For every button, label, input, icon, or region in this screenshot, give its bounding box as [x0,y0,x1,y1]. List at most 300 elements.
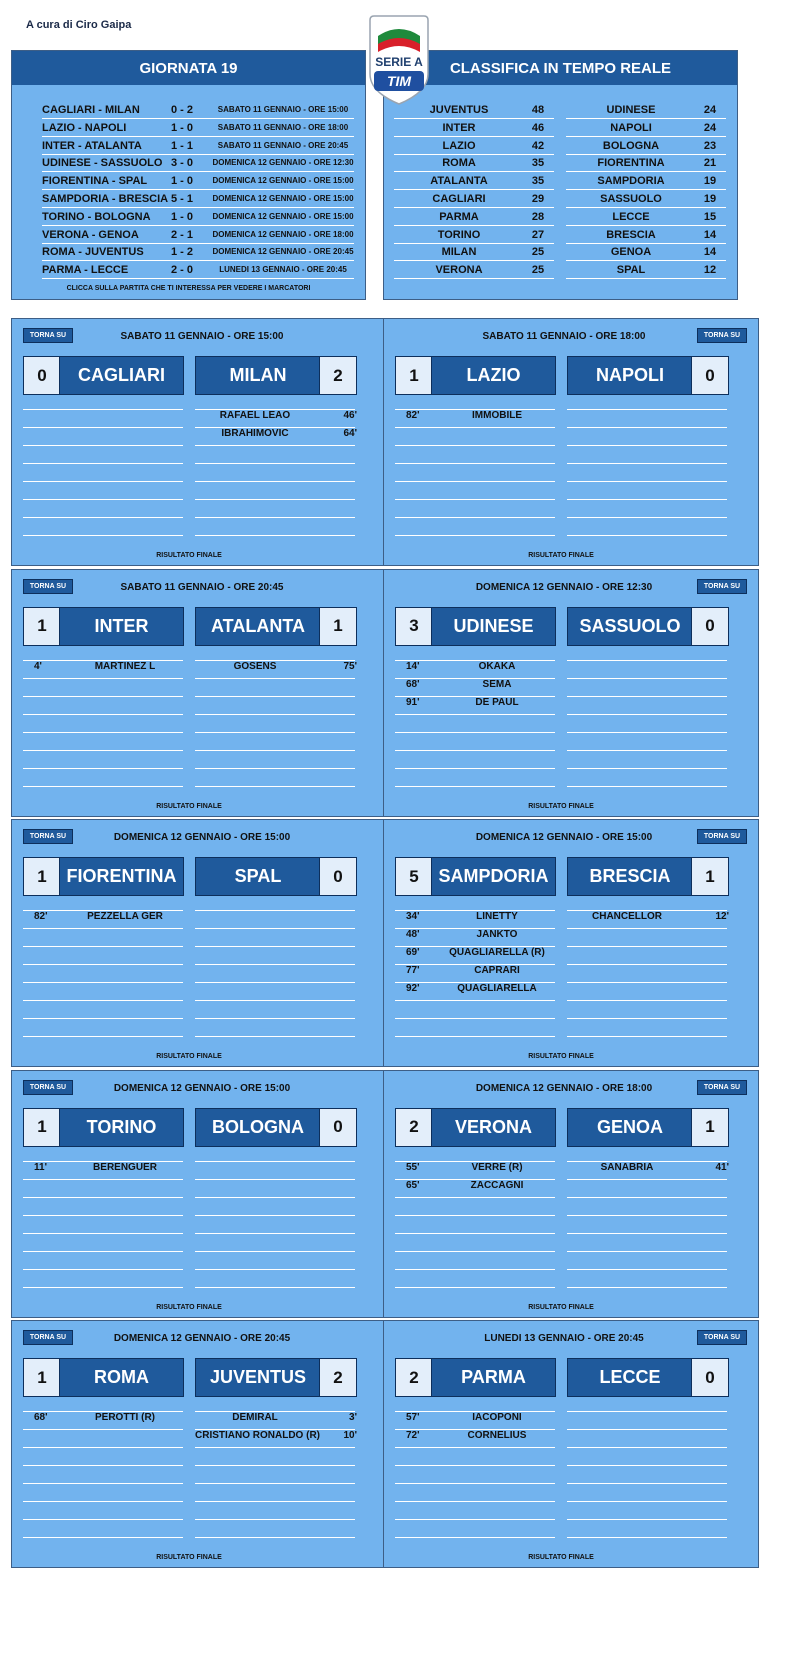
scorer-line [195,1501,355,1502]
home-goal-minute: 68' [406,678,420,690]
standing-divider [394,207,554,208]
match-date: DOMENICA 12 GENNAIO - ORE 15:00 [113,1082,291,1094]
home-goal-scorer: LINETTY [476,911,518,922]
away-score: 0 [691,607,729,646]
home-goal-minute: 92' [406,983,420,994]
fixture-date: LUNEDI 13 GENNAIO - ORE 20:45 [219,265,347,275]
home-goal-minute: 68' [34,1412,48,1423]
standing-points: 27 [531,228,545,241]
home-goal-scorer: PEZZELLA GER [87,911,163,922]
standing-team: GENOA [610,246,652,259]
home-team: INTER [59,607,184,646]
home-goal-scorer: QUAGLIARELLA (R) [449,947,545,958]
away-score: 0 [319,857,357,896]
standing-team: NAPOLI [610,121,652,134]
scorer-line [567,1447,727,1448]
standing-points: 46 [531,121,545,134]
home-goal-scorer: CAPRARI [474,965,520,976]
standing-points: 24 [703,121,717,134]
home-goal-scorer: IACOPONI [472,1412,522,1423]
scorer-line [195,1447,355,1448]
scorer-line [23,1287,183,1288]
home-goal-scorer: MARTINEZ L [94,660,156,672]
home-team: ROMA [59,1358,184,1397]
home-team: CAGLIARI [59,356,184,395]
torna-su-button[interactable]: TORNA SU [697,579,747,594]
scorer-line [23,409,183,410]
scorer-line [195,481,355,482]
home-score: 1 [23,1108,61,1147]
fixture-divider [42,136,354,137]
standing-divider [394,154,554,155]
home-team: TORINO [59,1108,184,1147]
standing-points: 23 [703,139,717,152]
scorer-line [395,732,555,733]
scorer-line [567,1215,727,1216]
standing-divider [566,189,726,190]
home-goal-minute: 91' [406,696,420,708]
scorer-line [395,750,555,751]
away-goal-scorer: SANABRIA [600,1161,654,1173]
match-card [11,1320,387,1568]
scorer-line [23,1000,183,1001]
standing-divider [394,118,554,119]
home-goal-scorer: PEROTTI (R) [95,1412,155,1423]
match-card [383,318,759,566]
fixture-teams[interactable]: UDINESE - SASSUOLO [42,157,163,170]
final-result-label: RISULTATO FINALE [156,552,222,559]
scorer-line [395,535,555,536]
away-goal-scorer: CHANCELLOR [592,911,662,922]
scorer-line [395,1000,555,1001]
torna-su-button[interactable]: TORNA SU [23,1330,73,1345]
fixture-date: DOMENICA 12 GENNAIO - ORE 18:00 [212,229,354,239]
scorer-line [23,517,183,518]
scorer-line [23,1018,183,1019]
fixture-score: 5 - 1 [170,193,193,205]
scorer-line [395,786,555,787]
scorer-line [567,928,727,929]
home-goal-scorer: DE PAUL [475,696,519,708]
scorer-line [395,499,555,500]
scorer-line [195,1465,355,1466]
scorer-line [395,1197,555,1198]
torna-su-button[interactable]: TORNA SU [23,328,73,343]
home-team: VERONA [431,1108,556,1147]
final-result-label: RISULTATO FINALE [156,1554,222,1561]
scorer-line [395,1483,555,1484]
standing-points: 12 [703,264,717,277]
scorer-line [567,1483,727,1484]
away-team: SASSUOLO [567,607,693,646]
standing-divider [394,136,554,137]
match-card [383,1320,759,1568]
scorer-line [23,786,183,787]
scorer-line [567,660,727,661]
fixture-date: DOMENICA 12 GENNAIO - ORE 20:45 [212,247,354,257]
home-goal-scorer: JANKTO [476,929,518,940]
match-date: DOMENICA 12 GENNAIO - ORE 12:30 [475,581,653,593]
scorer-line [395,1501,555,1502]
fixture-divider [42,278,354,279]
scorer-line [195,786,355,787]
final-result-label: RISULTATO FINALE [156,1303,222,1311]
standing-divider [566,136,726,137]
away-goal-minute: 75' [343,660,357,672]
away-team: MILAN [195,356,321,395]
away-score: 1 [319,607,357,646]
scorer-line [195,928,355,929]
scorer-line [195,1269,355,1270]
standing-team: SPAL [616,264,646,277]
home-score: 2 [395,1358,433,1397]
away-team: NAPOLI [567,356,693,395]
scorer-line [395,1215,555,1216]
fixtures-title: GIORNATA 19 [12,51,365,85]
scorer-line [395,1036,555,1037]
home-goal-scorer: ZACCAGNI [470,1179,524,1191]
scorer-line [567,946,727,947]
fixture-score: 1 - 0 [170,175,193,188]
home-goal-minute: 77' [406,965,420,976]
away-goal-minute: 12' [715,911,729,922]
standing-team: BRESCIA [606,228,656,241]
scorer-line [23,768,183,769]
standing-points: 35 [531,157,545,170]
scorer-line [567,1411,727,1412]
standing-points: 35 [531,175,545,188]
scorer-line [23,1215,183,1216]
standing-team: VERONA [435,264,483,277]
away-score: 2 [319,356,357,395]
scorer-line [395,517,555,518]
scorer-line [395,1269,555,1270]
home-score: 3 [395,607,433,646]
home-score: 2 [395,1108,433,1147]
standing-team: MILAN [441,246,477,259]
logo-serie-a-text: SERIE A [375,55,423,69]
fixture-date: DOMENICA 12 GENNAIO - ORE 12:30 [212,158,354,168]
away-score: 0 [691,356,729,395]
torna-su-button[interactable]: TORNA SU [23,579,73,594]
fixture-divider [42,260,354,261]
scorer-line [567,535,727,536]
scorer-line [567,1429,727,1430]
fixture-date: DOMENICA 12 GENNAIO - ORE 15:00 [212,194,354,203]
match-card [383,819,759,1067]
scorer-line [23,1197,183,1198]
standing-team: FIORENTINA [597,157,665,170]
away-goal-minute: 10' [343,1430,357,1441]
scorer-line [395,1251,555,1252]
fixture-teams[interactable]: INTER - ATALANTA [42,139,142,152]
scorer-line [567,427,727,428]
fixture-teams[interactable]: ROMA - JUVENTUS [42,246,144,259]
match-card [11,318,387,566]
standing-points: 42 [531,139,545,152]
standing-team: UDINESE [606,104,656,116]
away-team: SPAL [195,857,321,896]
standing-team: LECCE [612,210,650,223]
fixture-teams[interactable]: FIORENTINA - SPAL [42,175,148,188]
standing-divider [394,260,554,261]
away-goal-scorer: RAFAEL LEAO [219,410,291,421]
home-goal-minute: 82' [34,911,48,922]
match-date: DOMENICA 12 GENNAIO - ORE 15:00 [475,832,653,843]
scorer-line [195,678,355,679]
scorer-line [567,445,727,446]
standing-points: 21 [703,157,717,170]
fixture-divider [42,225,354,226]
scorer-line [567,1197,727,1198]
serie-a-tim-logo [364,14,434,106]
standing-points: 48 [531,104,545,116]
fixture-divider [42,243,354,244]
credit-text: A cura di Ciro Gaipa [26,19,132,31]
scorer-line [23,427,183,428]
standing-points: 19 [703,175,717,188]
home-score: 1 [23,607,61,646]
scorer-line [395,1018,555,1019]
scorer-line [567,1000,727,1001]
scorer-line [23,732,183,733]
fixture-score: 0 - 2 [170,104,193,116]
away-team: BRESCIA [567,857,693,896]
home-goal-scorer: OKAKA [478,660,516,672]
standing-team: ATALANTA [430,175,488,188]
home-goal-minute: 55' [406,1161,420,1173]
away-goal-minute: 64' [343,428,357,439]
away-goal-scorer: DEMIRAL [232,1412,278,1423]
scorer-line [567,1465,727,1466]
fixture-teams[interactable]: CAGLIARI - MILAN [42,104,140,116]
standing-points: 14 [703,228,717,241]
home-score: 1 [23,857,61,896]
scorer-line [23,1465,183,1466]
match-date: SABATO 11 GENNAIO - ORE 18:00 [482,331,646,342]
scorer-line [395,1233,555,1234]
fixture-score: 2 - 1 [170,228,193,241]
match-card [11,569,387,817]
home-score: 1 [395,356,433,395]
fixture-score: 1 - 0 [170,210,193,223]
standings-title: CLASSIFICA IN TEMPO REALE [384,51,737,85]
scorer-line [195,1197,355,1198]
scorer-line [395,1447,555,1448]
away-goal-scorer: GOSENS [233,660,277,672]
fixtures-note: CLICCA SULLA PARTITA CHE TI INTERESSA PER VEDERE I MARCATORI [66,285,311,292]
standing-points: 28 [531,210,545,223]
scorer-line [23,1251,183,1252]
torna-su-button[interactable]: TORNA SU [23,1080,73,1095]
standing-divider [566,207,726,208]
scorer-line [195,1519,355,1520]
final-result-label: RISULTATO FINALE [528,802,594,810]
fixture-row[interactable] [12,51,365,299]
scorer-line [23,1429,183,1430]
scorer-line [195,1483,355,1484]
away-score: 1 [691,1108,729,1147]
scorer-line [195,1287,355,1288]
final-result-label: RISULTATO FINALE [156,802,222,810]
scorer-line [23,481,183,482]
away-score: 0 [691,1358,729,1397]
scorer-line [195,910,355,911]
home-team: PARMA [431,1358,556,1397]
final-result-label: RISULTATO FINALE [528,1554,594,1561]
torna-su-button[interactable]: TORNA SU [697,1080,747,1095]
scorer-line [195,1161,355,1162]
home-goal-scorer: BERENGUER [93,1161,157,1173]
standing-divider [566,225,726,226]
logo-tim-text: TIM [386,73,412,89]
scorer-line [23,1537,183,1538]
home-goal-scorer: QUAGLIARELLA [457,983,537,994]
away-team: LECCE [567,1358,693,1397]
home-goal-scorer: SEMA [482,678,512,690]
scorer-line [23,714,183,715]
fixture-score: 1 - 0 [170,121,193,134]
away-team: GENOA [567,1108,693,1147]
match-card [11,819,387,1067]
scorer-line [195,1251,355,1252]
scorer-line [195,535,355,536]
scorer-line [195,517,355,518]
scorer-line [395,768,555,769]
scorer-line [567,1018,727,1019]
fixture-teams[interactable]: LAZIO - NAPOLI [42,121,127,134]
fixture-teams[interactable]: PARMA - LECCE [42,264,129,277]
standing-divider [566,278,726,279]
fixture-teams[interactable]: SAMPDORIA - BRESCIA [42,193,169,205]
torna-su-button[interactable]: TORNA SU [697,829,747,844]
torna-su-button[interactable]: TORNA SU [697,328,747,343]
scorer-line [195,1000,355,1001]
scorer-line [395,427,555,428]
match-date: DOMENICA 12 GENNAIO - ORE 15:00 [113,832,291,843]
scorer-line [567,1233,727,1234]
scorer-line [567,1036,727,1037]
standing-team: CAGLIARI [432,193,486,205]
scorer-line [395,1465,555,1466]
scorer-line [567,1251,727,1252]
home-goal-minute: 48' [406,929,420,940]
away-score: 0 [319,1108,357,1147]
standing-team: BOLOGNA [602,139,660,152]
torna-su-button[interactable]: TORNA SU [23,829,73,844]
away-team: BOLOGNA [195,1108,321,1147]
match-date: SABATO 11 GENNAIO - ORE 15:00 [120,331,284,342]
scorer-line [195,768,355,769]
scorer-line [195,714,355,715]
match-date: DOMENICA 12 GENNAIO - ORE 20:45 [113,1333,291,1344]
standing-points: 24 [703,104,717,116]
standing-team: INTER [442,121,476,134]
match-date: SABATO 11 GENNAIO - ORE 20:45 [120,581,284,593]
scorer-line [195,1233,355,1234]
fixture-score: 1 - 1 [170,139,193,152]
scorer-line [195,499,355,500]
scorer-line [567,982,727,983]
scorer-line [195,1215,355,1216]
scorer-line [567,714,727,715]
torna-su-button[interactable]: TORNA SU [697,1330,747,1345]
match-date: DOMENICA 12 GENNAIO - ORE 18:00 [475,1082,653,1094]
standing-divider [394,243,554,244]
scorer-line [23,678,183,679]
standing-divider [566,118,726,119]
away-team: JUVENTUS [195,1358,321,1397]
fixture-date: SABATO 11 GENNAIO - ORE 15:00 [217,105,349,114]
scorer-line [23,463,183,464]
scorer-line [23,946,183,947]
scorer-line [23,535,183,536]
scorer-line [395,1537,555,1538]
fixture-score: 3 - 0 [170,157,193,170]
standing-points: 15 [703,210,717,223]
scorer-line [395,714,555,715]
scorer-line [395,463,555,464]
away-team: ATALANTA [195,607,321,646]
scorer-line [567,786,727,787]
fixture-teams[interactable]: VERONA - GENOA [42,228,139,241]
scorer-line [567,1501,727,1502]
standing-divider [566,260,726,261]
scorer-line [23,445,183,446]
scorer-line [395,445,555,446]
home-goal-minute: 82' [406,410,420,421]
standing-points: 25 [531,264,545,277]
fixture-date: SABATO 11 GENNAIO - ORE 20:45 [217,140,349,150]
fixture-divider [42,207,354,208]
home-goal-scorer: CORNELIUS [467,1430,527,1441]
fixture-teams[interactable]: TORINO - BOLOGNA [42,210,151,223]
fixture-date: DOMENICA 12 GENNAIO - ORE 15:00 [212,211,354,221]
home-score: 0 [23,356,61,395]
scorer-line [23,928,183,929]
home-goal-minute: 57' [406,1412,420,1423]
scorer-line [23,1501,183,1502]
scorer-line [567,1519,727,1520]
standing-divider [394,171,554,172]
home-goal-minute: 69' [406,947,420,958]
scorer-line [567,1179,727,1180]
scorer-line [195,463,355,464]
match-card [383,569,759,817]
fixture-divider [42,154,354,155]
fixture-divider [42,171,354,172]
match-card [11,1070,387,1318]
away-goal-minute: 46' [343,410,357,421]
scorer-line [567,678,727,679]
standing-team: SASSUOLO [600,193,662,205]
standing-divider [566,154,726,155]
home-goal-minute: 34' [406,911,420,922]
scorer-line [567,409,727,410]
home-goal-minute: 65' [406,1179,420,1191]
scorer-line [395,1519,555,1520]
standing-divider [566,243,726,244]
scorer-line [567,1269,727,1270]
home-team: UDINESE [431,607,556,646]
standing-divider [394,189,554,190]
home-team: LAZIO [431,356,556,395]
fixture-divider [42,189,354,190]
home-goal-scorer: VERRE (R) [471,1161,523,1173]
scorer-line [567,768,727,769]
match-date: LUNEDI 13 GENNAIO - ORE 20:45 [484,1333,644,1344]
scorer-line [23,1447,183,1448]
